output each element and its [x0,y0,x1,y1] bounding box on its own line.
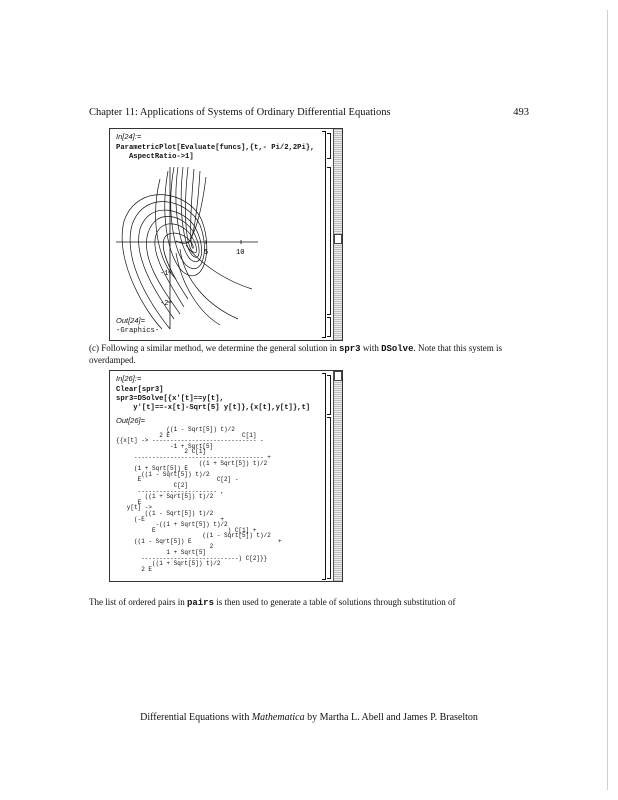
input-code-line[interactable]: spr3=DSolve[{x'[t]==y[t], [116,395,224,403]
y-tick-label-neg2: -2 [160,300,169,308]
output-line: ---------------------- , [116,487,225,495]
output-line: E ) C[1] + [116,526,257,534]
output-cell-bracket[interactable] [327,317,331,337]
output-line: ((1 + Sqrt[5]) t)/2 [116,560,221,568]
solution-trajectories [122,167,252,329]
inline-code-dsolve: DSolve [381,344,414,354]
inline-code-pairs: pairs [186,598,214,608]
output-line: 1 + Sqrt[5] [116,549,207,557]
output-line: (-E + [116,515,225,523]
input-label: In[24]:= [116,132,142,141]
output-line: y[t] -> [116,504,153,512]
input-code-line[interactable]: y'[t]==-x[t]-Sqrt[5] y[t]},{x[t],y[t]},t] [116,404,311,412]
group-cell-bracket[interactable] [322,373,326,580]
page-footer: Differential Equations with Mathematica by Martha L. Abell and James P. Braselton [140,712,478,723]
notebook-cell-plot [109,128,343,341]
output-line: 2 [116,543,214,551]
trajectory [180,249,238,319]
input-cell-bracket[interactable] [327,133,331,159]
input-code-line[interactable]: Clear[spr3] [116,386,164,394]
input-code-line[interactable]: ParametricPlot[Evaluate[funcs],{t,- Pi/2,2Pi}, [116,144,315,152]
input-code-line[interactable]: AspectRatio->1] [116,153,194,161]
output-line: (1 + Sqrt[5]) E [116,465,189,473]
output-line: 2 E [116,565,153,573]
vertical-scrollbar[interactable] [333,371,342,581]
output-line: C[2] [116,481,189,489]
y-tick-label-neg1: -1 [160,270,169,278]
graphics-cell-bracket[interactable] [327,167,331,315]
output-line: ((1 - Sqrt[5]) t)/2 [116,532,271,540]
dsolve-output [116,427,282,572]
group-cell-bracket[interactable] [322,131,326,338]
paragraph-ordered-pairs: The list of ordered pairs in pairs is then used to generate a table of solutions through substitution of [89,597,456,608]
output-cell-bracket[interactable] [327,417,331,579]
output-line: 2 E C[1] [116,431,257,439]
x-tick-label-5: 5 [204,249,209,257]
input-label: In[26]:= [116,374,142,383]
output-line: {{x[t] -> ----------------------------- - [116,437,264,445]
output-line: ((1 - Sqrt[5]) t)/2 [116,470,210,478]
output-label: Out[24]= [116,316,145,325]
input-cell-bracket[interactable] [327,375,331,415]
book-title-italic: Mathematica [251,712,305,723]
output-line: 2 C[1] [116,448,207,456]
output-line: -1 + Sqrt[5] [116,442,214,450]
page-number: 493 [513,107,529,118]
output-line: ---------------------------) C[2]}} [116,554,268,562]
x-tick-label-10: 10 [236,249,245,257]
output-line: ((1 - Sqrt[5]) t)/2 [116,426,235,433]
output-line: ((1 + Sqrt[5]) t)/2 [116,459,268,467]
scrollbar-thumb[interactable] [334,371,342,381]
output-line: E [116,498,142,506]
phase-portrait-plot [110,129,342,340]
scrollbar-thumb[interactable] [334,234,342,244]
output-value: -Graphics- [116,327,160,335]
output-line: ((1 + Sqrt[5]) t)/2 [116,493,214,501]
page-edge [607,10,608,790]
notebook-cell-dsolve [109,370,343,582]
running-head [89,107,529,118]
output-line: E C[2] - [116,476,239,484]
output-line: ((1 - Sqrt[5]) t)/2 [116,509,214,517]
inline-code-spr3: spr3 [338,344,361,354]
output-label: Out[26]= [116,416,145,425]
vertical-scrollbar[interactable] [333,129,342,340]
chapter-title: Chapter 11: Applications of Systems of Ordinary Differential Equations [89,107,391,118]
paragraph-general-solution: (c) Following a similar method, we determine the general solution in spr3 with DSolve. Note that this system is overdamped. [89,343,502,365]
output-line: ((1 - Sqrt[5]) E + [116,537,282,545]
output-line: -((1 + Sqrt[5]) t)/2 [116,521,228,529]
output-line: ------------------------------------ + [116,453,271,461]
